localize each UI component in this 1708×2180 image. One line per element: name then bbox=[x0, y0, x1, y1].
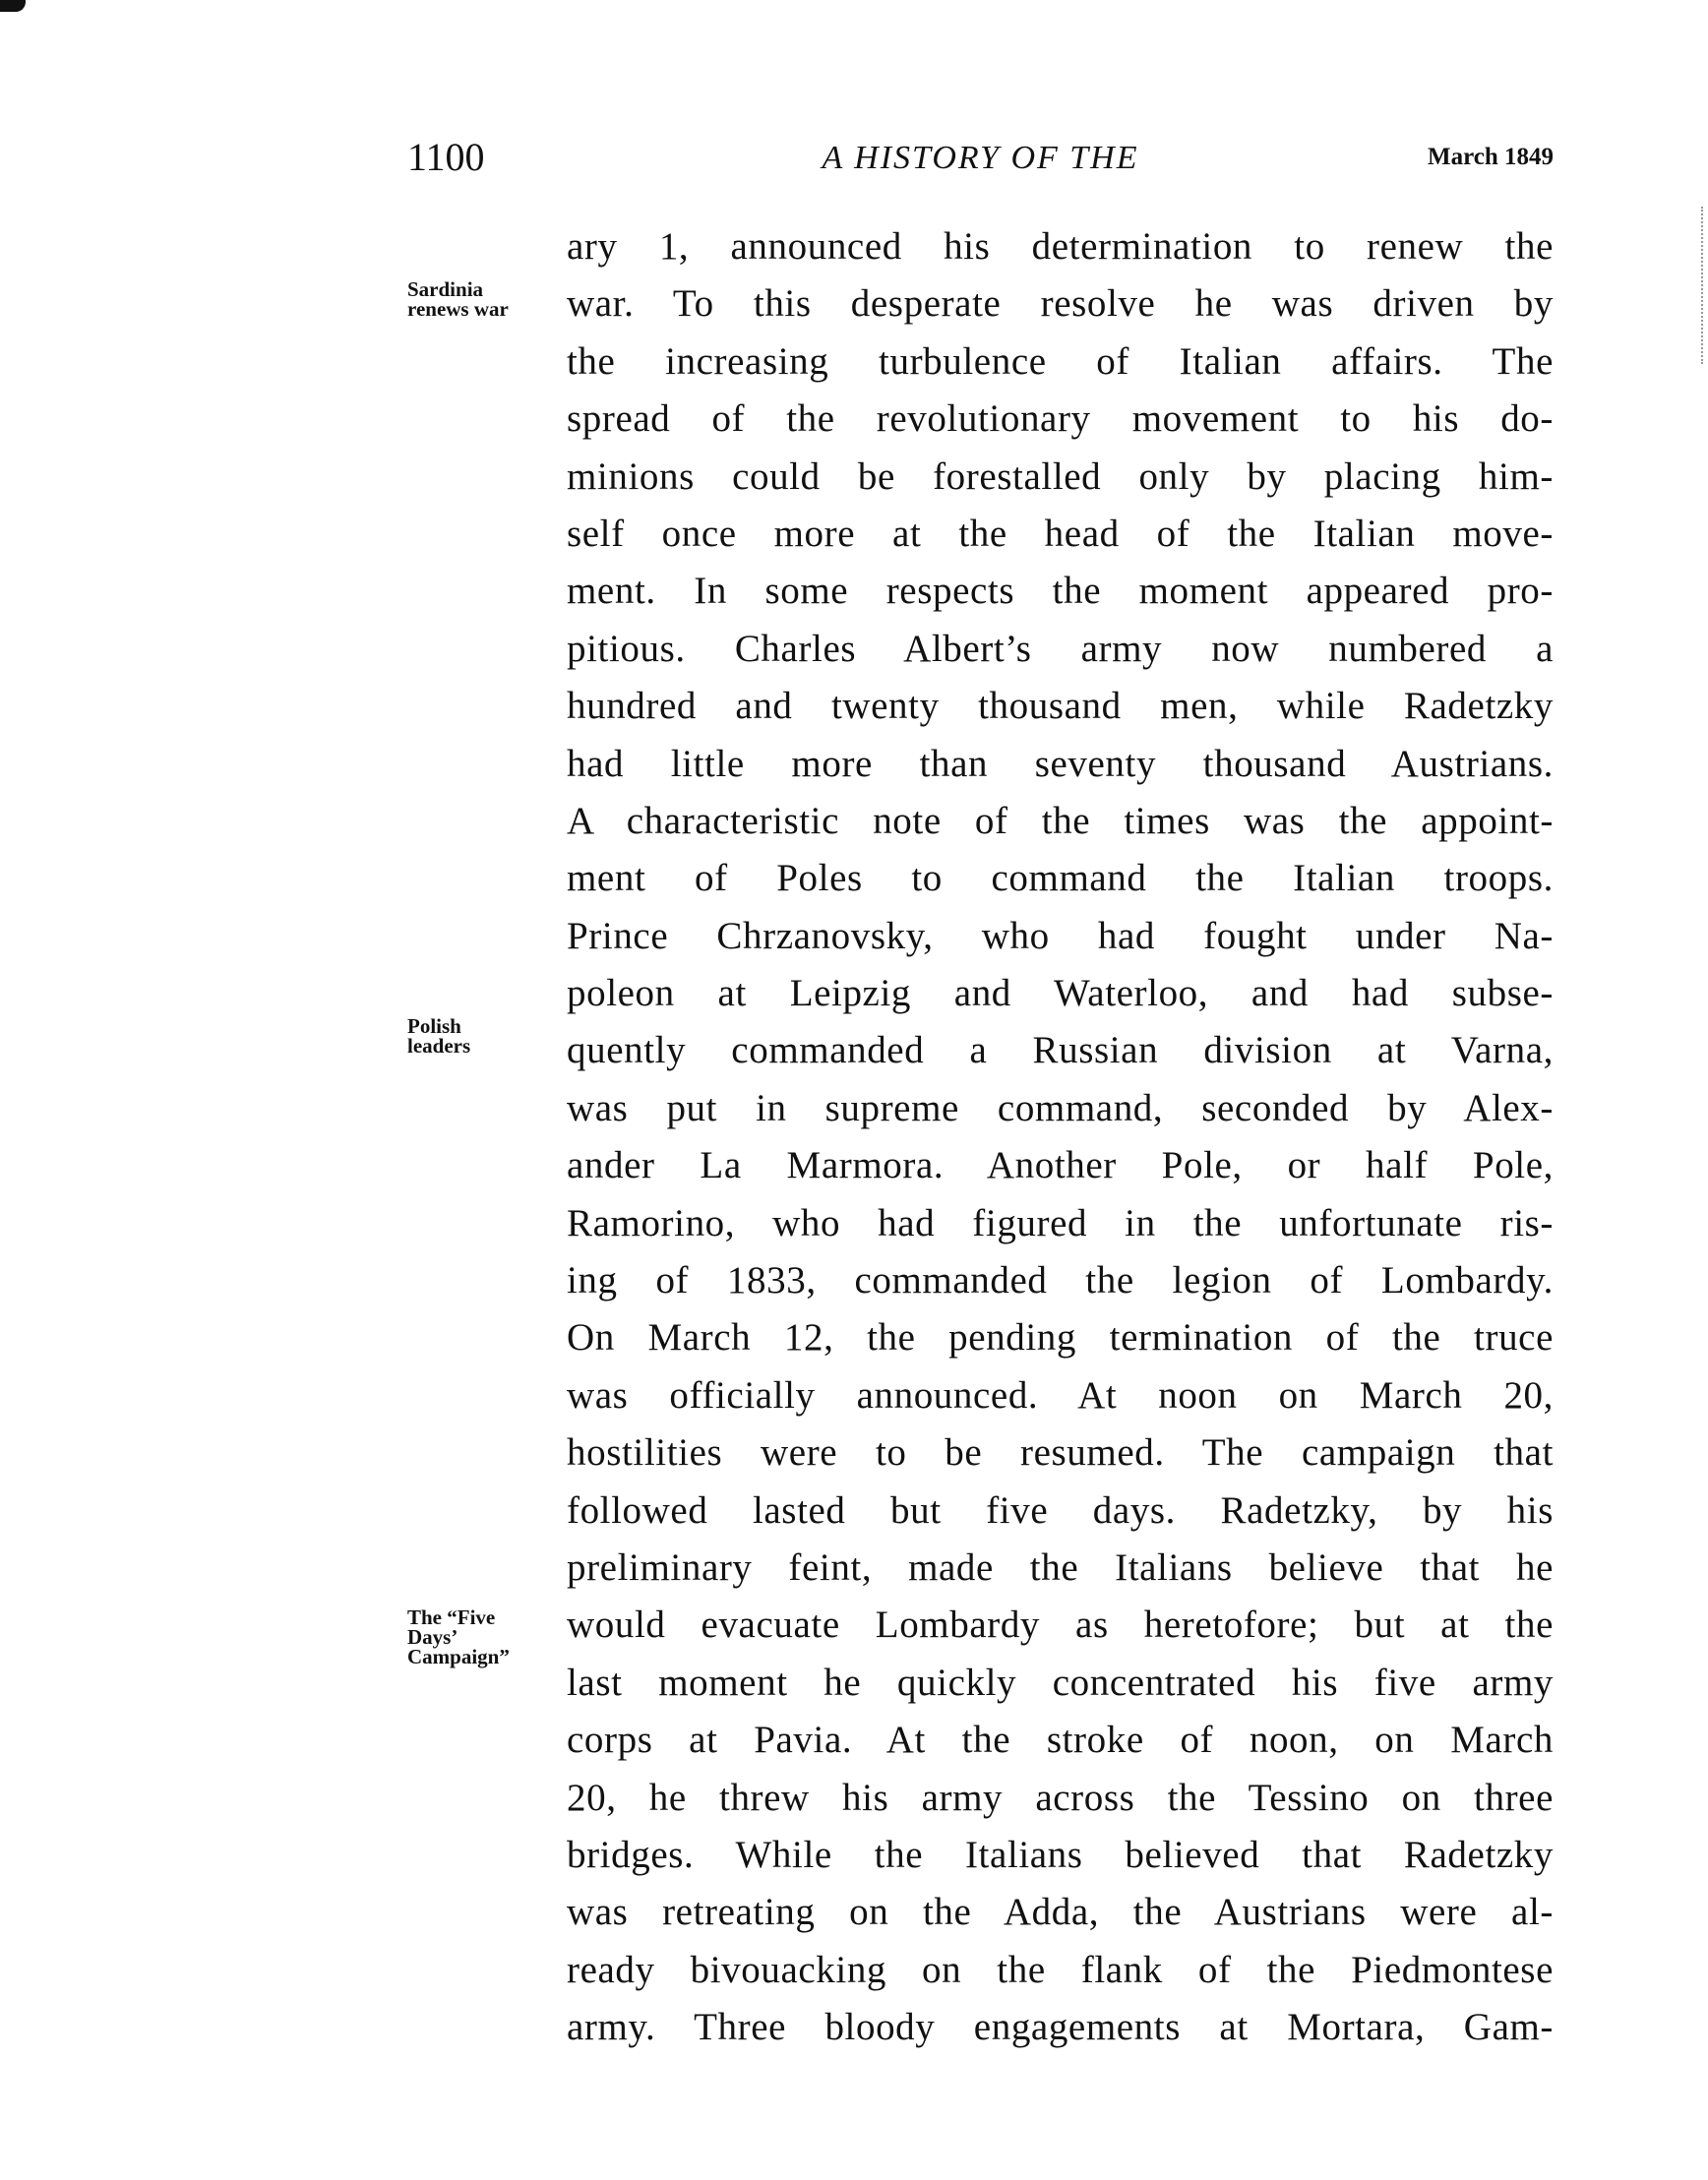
text-line: minions could be forestalled only by placing him- bbox=[567, 454, 1554, 498]
text-line: the increasing turbulence of Italian affairs. The bbox=[567, 339, 1554, 383]
margin-note-five-days bbox=[407, 1607, 510, 1666]
date-heading: March 1849 bbox=[1428, 144, 1554, 170]
text-line: quently commanded a Russian division at Varna, bbox=[567, 1029, 1554, 1072]
text-line: was put in supreme command, seconded by Alex- bbox=[567, 1086, 1554, 1129]
text-line: army. Three bloody engagements at Mortara, Gam- bbox=[567, 2006, 1554, 2049]
text-line: poleon at Leipzig and Waterloo, and had subse- bbox=[567, 972, 1554, 1015]
margin-note-line: Days’ bbox=[407, 1625, 458, 1649]
text-line: ing of 1833, commanded the legion of Lombardy. bbox=[567, 1259, 1554, 1302]
text-line: 20, he threw his army across the Tessino on three bbox=[567, 1776, 1554, 1819]
text-line: ment of Poles to command the Italian troops. bbox=[567, 857, 1554, 900]
margin-note-line: The “Five bbox=[407, 1605, 496, 1629]
scan-artifact-mark bbox=[0, 0, 26, 12]
margin-note-sardinia bbox=[407, 279, 509, 319]
text-line: war. To this desperate resolve he was driven by bbox=[567, 282, 1554, 326]
text-line: A characteristic note of the times was the appoint- bbox=[567, 799, 1554, 842]
text-line: self once more at the head of the Italian move- bbox=[567, 512, 1554, 555]
text-line: pitious. Charles Albert’s army now numbered a bbox=[567, 627, 1554, 670]
text-line: would evacuate Lombardy as heretofore; but at the bbox=[567, 1604, 1554, 1647]
margin-note-line: leaders bbox=[407, 1034, 471, 1058]
margin-note-line: Campaign” bbox=[407, 1645, 510, 1668]
text-line: bridges. While the Italians believed that Radetzky bbox=[567, 1833, 1554, 1876]
text-line: had little more than seventy thousand Austrians. bbox=[567, 742, 1554, 785]
page-number: 1100 bbox=[407, 135, 485, 179]
margin-note-line: Sardinia bbox=[407, 277, 484, 301]
text-line: was officially announced. At noon on March 20, bbox=[567, 1373, 1554, 1417]
body-text bbox=[567, 218, 1554, 2057]
text-line: On March 12, the pending termination of the truce bbox=[567, 1316, 1554, 1360]
text-line: was retreating on the Adda, the Austrians were al- bbox=[567, 1891, 1554, 1934]
scan-edge-marks bbox=[1701, 207, 1706, 364]
text-line: ary 1, announced his determination to renew the bbox=[567, 225, 1554, 268]
text-line: last moment he quickly concentrated his five army bbox=[567, 1661, 1554, 1704]
text-line: followed lasted but five days. Radetzky, by his bbox=[567, 1488, 1554, 1532]
text-line: hundred and twenty thousand men, while Radetzky bbox=[567, 685, 1554, 728]
page-header bbox=[407, 134, 1554, 183]
text-line: hostilities were to be resumed. The campaign that bbox=[567, 1431, 1554, 1475]
margin-note-line: renews war bbox=[407, 297, 509, 321]
text-line: corps at Pavia. At the stroke of noon, on March bbox=[567, 1719, 1554, 1762]
text-line: ready bivouacking on the flank of the Piedmontese bbox=[567, 1948, 1554, 1991]
margin-note-line: Polish bbox=[407, 1014, 461, 1038]
text-line: Ramorino, who had figured in the unfortunate ris- bbox=[567, 1201, 1554, 1244]
text-line: ment. In some respects the moment appeared pro- bbox=[567, 570, 1554, 613]
text-line: preliminary feint, made the Italians believe that he bbox=[567, 1545, 1554, 1589]
running-title: A HISTORY OF THE bbox=[822, 140, 1139, 176]
margin-note-polish-leaders bbox=[407, 1016, 470, 1056]
text-line: ander La Marmora. Another Pole, or half Pole, bbox=[567, 1144, 1554, 1187]
text-line: spread of the revolutionary movement to his do- bbox=[567, 397, 1554, 441]
text-line: Prince Chrzanovsky, who had fought under Na- bbox=[567, 914, 1554, 957]
